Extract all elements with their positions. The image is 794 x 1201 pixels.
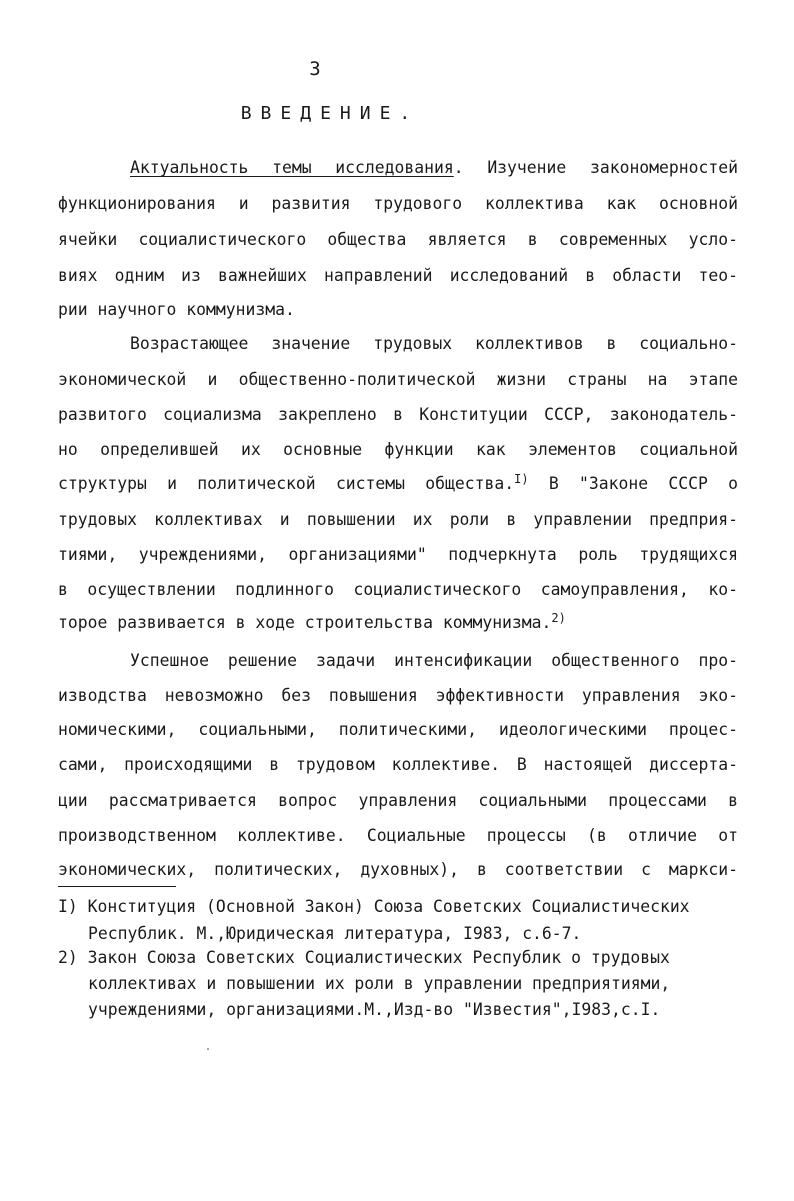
- paragraph-line: Успешное решение задачи интенсификации общественного про-: [130, 651, 738, 670]
- footnote-ref-1: I): [514, 472, 529, 486]
- section-heading: ВВЕДЕНИЕ.: [240, 103, 420, 124]
- paragraph-line: экономической и общественно-политической жизни страны на этапе: [58, 370, 738, 389]
- footnote-2-continuation: учреждениями, организациями.М.,Изд-во "Известия",I983,с.I.: [88, 1000, 661, 1019]
- paragraph-line: трудовых коллективах и повышении их роли в управлении предприя-: [58, 510, 738, 529]
- paragraph-text: торое развивается в ходе строительства коммунизма.: [58, 613, 552, 632]
- relevance-title: Актуальность темы исследования: [130, 158, 454, 177]
- paragraph-line: ции рассматривается вопрос управления социальными процессами в: [58, 791, 738, 810]
- paragraph-line: [130, 158, 738, 178]
- footnote-2: 2) Закон Союза Советских Социалистических Республик о трудовых: [58, 948, 670, 967]
- page-number: 3: [309, 58, 321, 80]
- paragraph-line: тиями, учреждениями, организациями" подчеркнута роль трудящихся: [58, 545, 738, 564]
- footnote-separator: [58, 886, 176, 887]
- paragraph-text: структуры и политической системы общества.: [58, 474, 515, 493]
- paragraph-line: номическими, социальными, политическими, идеологическими процес-: [58, 720, 738, 739]
- paragraph-line: виях одним из важнейших направлений исследований в области тео-: [58, 266, 738, 285]
- paragraph-line: производственном коллективе. Социальные процессы (в отличие от: [58, 826, 738, 845]
- paragraph-line: рии научного коммунизма.: [58, 300, 295, 319]
- paragraph-line: экономических, политических, духовных), в соответствии с маркси-: [58, 860, 738, 879]
- paragraph-line: развитого социализма закреплено в Конституции СССР, законодатель-: [58, 405, 738, 424]
- paragraph-line: но определившей их основные функции как элементов социальной: [58, 440, 738, 459]
- paragraph-line: сами, происходящими в трудовом коллективе. В настоящей диссерта-: [58, 755, 738, 774]
- paragraph-line: в осуществлении подлинного социалистического самоуправления, ко-: [58, 580, 738, 599]
- paragraph-line: [58, 474, 738, 494]
- paragraph-text: В "Законе СССР о: [528, 474, 738, 493]
- footnote-ref-2: 2): [551, 611, 566, 625]
- paragraph-line: [58, 613, 738, 633]
- footnote-1: I) Конституция (Основной Закон) Союза Советских Социалистических: [58, 897, 690, 916]
- footnote-1-continuation: Республик. М.,Юридическая литература, I983, с.6-7.: [88, 924, 582, 943]
- paragraph-line: ячейки социалистического общества является в современных усло-: [58, 230, 738, 249]
- scan-speck: [207, 1048, 209, 1050]
- paragraph-text: . Изучение закономерностей: [453, 158, 738, 177]
- paragraph-line: Возрастающее значение трудовых коллективов в социально-: [130, 334, 738, 353]
- paragraph-line: изводства невозможно без повышения эффективности управления эко-: [58, 686, 738, 705]
- paragraph-line: функционирования и развития трудового коллектива как основной: [58, 194, 738, 213]
- footnote-2-continuation: коллективах и повышении их роли в управлении предприятиями,: [88, 974, 671, 993]
